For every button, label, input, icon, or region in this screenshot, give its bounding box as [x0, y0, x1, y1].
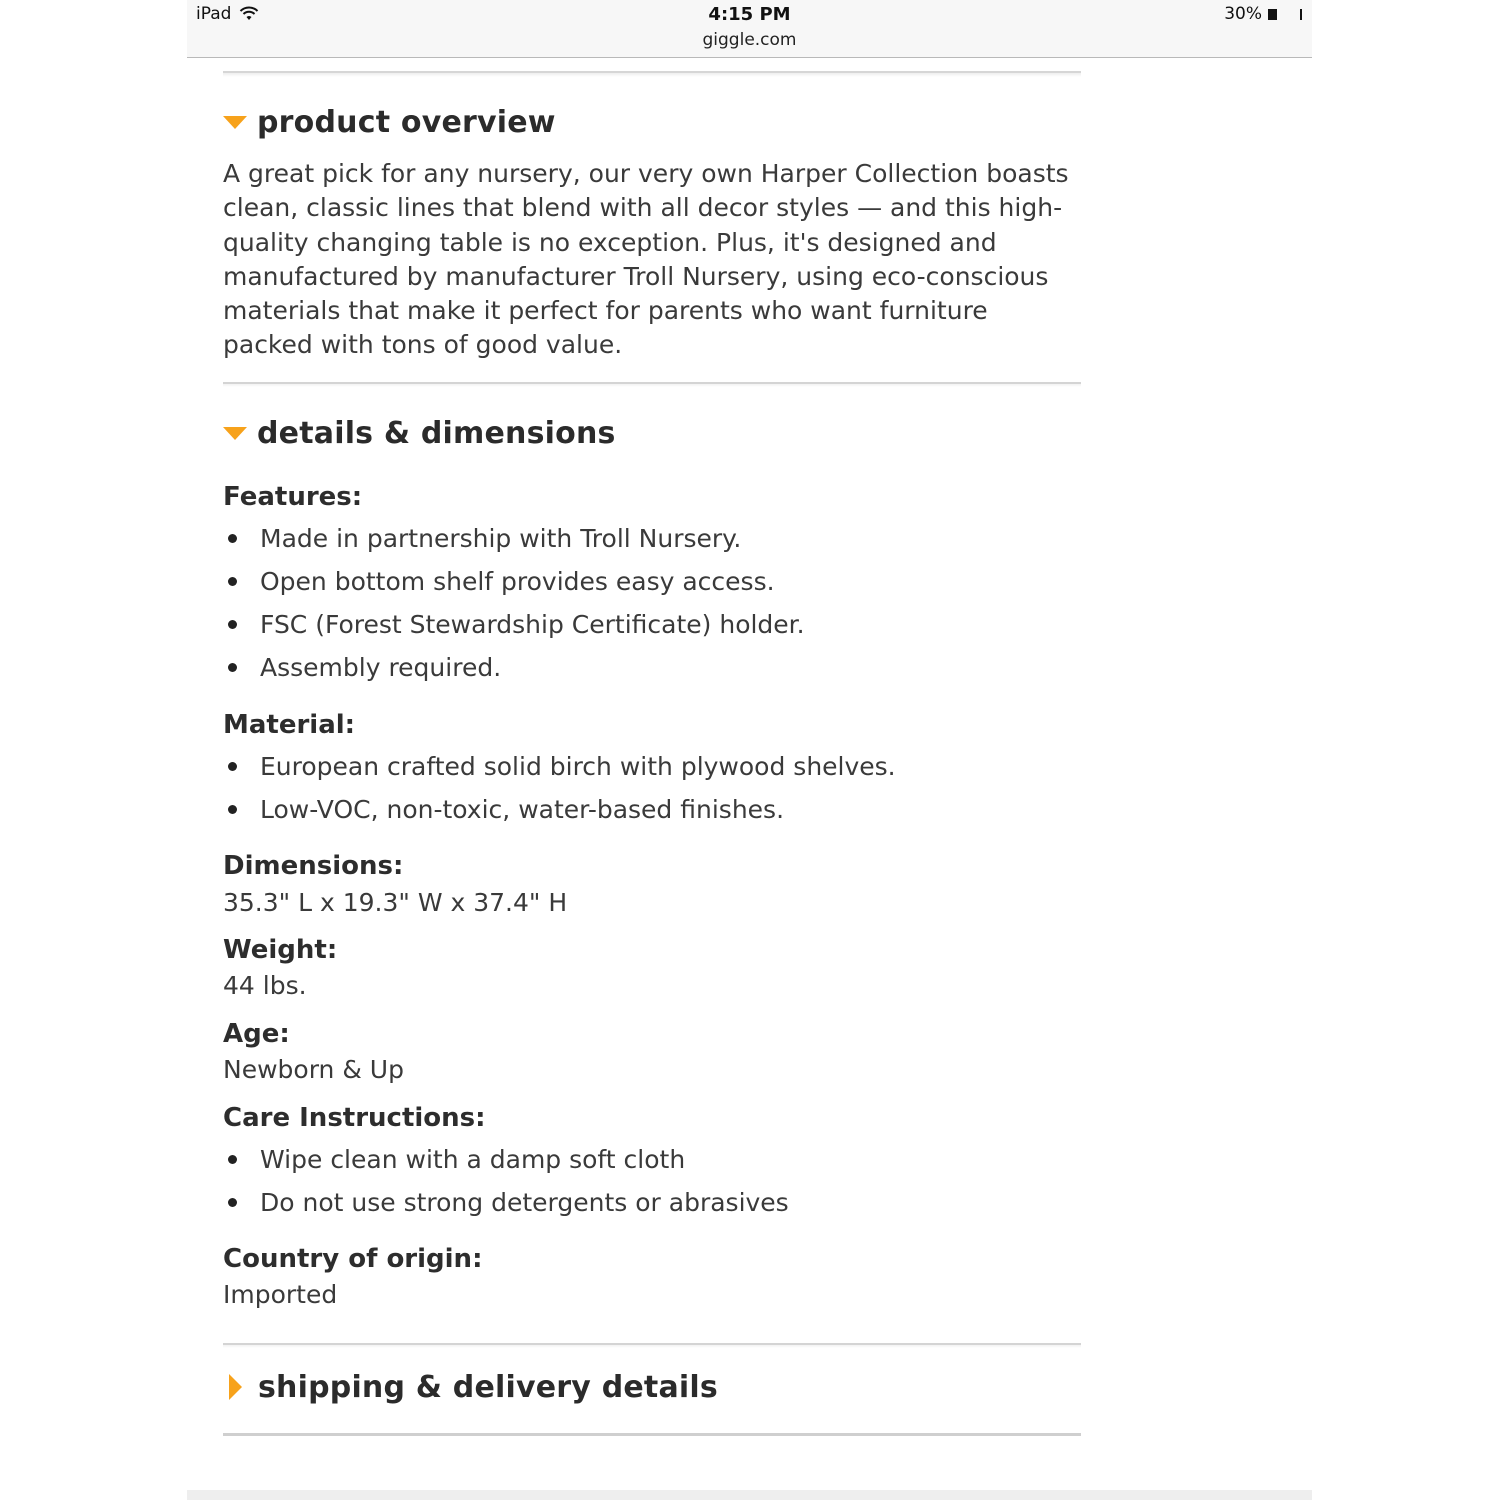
country-of-origin-label: Country of origin: [223, 1244, 483, 1274]
list-item: Open bottom shelf provides easy access. [223, 567, 775, 596]
url-label[interactable]: giggle.com [702, 30, 797, 50]
list-item: FSC (Forest Stewardship Certificate) holder. [223, 610, 805, 639]
divider [223, 1433, 1081, 1436]
overview-line: A great pick for any nursery, our very own Harper Collection boasts [223, 159, 1069, 188]
overview-line: manufactured by manufacturer Troll Nursery, using eco-conscious [223, 261, 1049, 291]
status-bar [187, 0, 1312, 58]
status-right [1224, 4, 1302, 24]
overview-line: quality changing table is no exception. Plus, it's designed and [223, 227, 997, 257]
care-instructions-label: Care Instructions: [223, 1103, 486, 1133]
section-title: details & dimensions [257, 415, 616, 451]
age-label: Age: [223, 1019, 290, 1049]
device-name: iPad [196, 4, 232, 24]
overview-line: packed with tons of good value. [223, 330, 623, 360]
country-of-origin-value: Imported [223, 1280, 338, 1309]
list-item: European crafted solid birch with plywood shelves. [223, 752, 896, 781]
divider [223, 71, 1081, 77]
caret-down-icon [223, 427, 247, 440]
weight-label: Weight: [223, 935, 338, 965]
list-item: Wipe clean with a damp soft cloth [223, 1145, 685, 1174]
product-overview-text [223, 157, 1081, 363]
battery-icon [1268, 9, 1277, 20]
age-value: Newborn & Up [223, 1055, 404, 1084]
list-item: Made in partnership with Troll Nursery. [223, 524, 741, 553]
divider [223, 1343, 1081, 1348]
list-item: Do not use strong detergents or abrasives [223, 1188, 789, 1217]
bluetooth-icon [1297, 9, 1302, 20]
caret-down-icon [223, 116, 247, 129]
overview-line: clean, classic lines that blend with all decor styles — and this high- [223, 193, 1063, 223]
status-time: 4:15 PM [708, 4, 791, 25]
features-label: Features: [223, 482, 363, 512]
caret-right-icon [229, 1374, 242, 1400]
list-item: Low-VOC, non-toxic, water-based finishes. [223, 795, 784, 824]
material-label: Material: [223, 710, 356, 740]
shipping-delivery-toggle[interactable] [223, 1362, 718, 1412]
section-title: product overview [257, 104, 556, 140]
footer-band [187, 1490, 1312, 1500]
section-title: shipping & delivery details [258, 1369, 718, 1405]
weight-value: 44 lbs. [223, 971, 307, 1000]
overview-line: materials that make it perfect for parents who want furniture [223, 296, 988, 326]
list-item: Assembly required. [223, 653, 501, 682]
product-overview-toggle[interactable] [223, 97, 556, 147]
dimensions-label: Dimensions: [223, 851, 404, 881]
battery-percentage: 30% [1224, 4, 1262, 24]
divider [223, 382, 1081, 387]
details-dimensions-toggle[interactable] [223, 408, 616, 458]
dimensions-value: 35.3" L x 19.3" W x 37.4" H [223, 888, 568, 917]
